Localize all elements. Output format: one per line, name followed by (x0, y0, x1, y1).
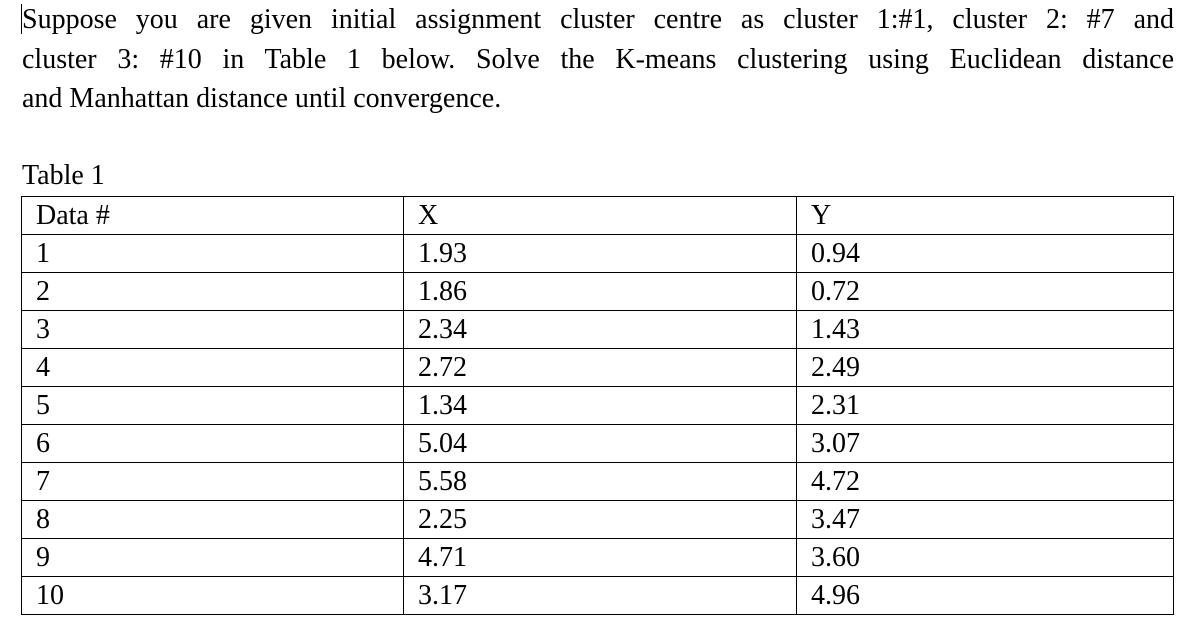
cell-data-number: 1 (22, 235, 404, 273)
cell-y: 4.96 (797, 577, 1174, 615)
cell-y: 3.07 (797, 425, 1174, 463)
cell-y: 0.94 (797, 235, 1174, 273)
table-row (22, 387, 1174, 425)
cell-x: 4.71 (404, 539, 797, 577)
cell-x: 5.04 (404, 425, 797, 463)
table-row (22, 311, 1174, 349)
cell-x: 5.58 (404, 463, 797, 501)
cell-y: 0.72 (797, 273, 1174, 311)
table-row (22, 501, 1174, 539)
cell-data-number: 3 (22, 311, 404, 349)
cell-data-number: 6 (22, 425, 404, 463)
cell-data-number: 4 (22, 349, 404, 387)
problem-line: Suppose you are given initial assignment cluster centre as cluster 1:#1, cluster 2: #7 and (22, 4, 1174, 35)
header-data-number: Data # (22, 197, 404, 235)
cell-x: 3.17 (404, 577, 797, 615)
cell-data-number: 2 (22, 273, 404, 311)
header-y: Y (797, 197, 1174, 235)
cell-y: 2.31 (797, 387, 1174, 425)
table-row (22, 539, 1174, 577)
cell-y: 3.47 (797, 501, 1174, 539)
table-row (22, 577, 1174, 615)
data-table (21, 196, 1174, 615)
table-row (22, 235, 1174, 273)
cell-data-number: 5 (22, 387, 404, 425)
cell-data-number: 9 (22, 539, 404, 577)
cell-y: 2.49 (797, 349, 1174, 387)
cell-y: 1.43 (797, 311, 1174, 349)
problem-statement (22, 0, 1174, 119)
cell-data-number: 8 (22, 501, 404, 539)
table-row (22, 349, 1174, 387)
problem-line: cluster 3: #10 in Table 1 below. Solve the K-means clustering using Euclidean distance (22, 43, 1174, 75)
cell-y: 3.60 (797, 539, 1174, 577)
table-header-row (22, 197, 1174, 235)
cell-data-number: 10 (22, 577, 404, 615)
header-x: X (404, 197, 797, 235)
table-caption: Table 1 (22, 160, 105, 191)
problem-line: and Manhattan distance until convergence. (22, 83, 502, 114)
table-row (22, 463, 1174, 501)
table-row (22, 273, 1174, 311)
cell-data-number: 7 (22, 463, 404, 501)
cell-x: 1.34 (404, 387, 797, 425)
table-row (22, 425, 1174, 463)
cell-y: 4.72 (797, 463, 1174, 501)
cell-x: 2.34 (404, 311, 797, 349)
cell-x: 1.86 (404, 273, 797, 311)
cell-x: 2.72 (404, 349, 797, 387)
cell-x: 2.25 (404, 501, 797, 539)
cell-x: 1.93 (404, 235, 797, 273)
